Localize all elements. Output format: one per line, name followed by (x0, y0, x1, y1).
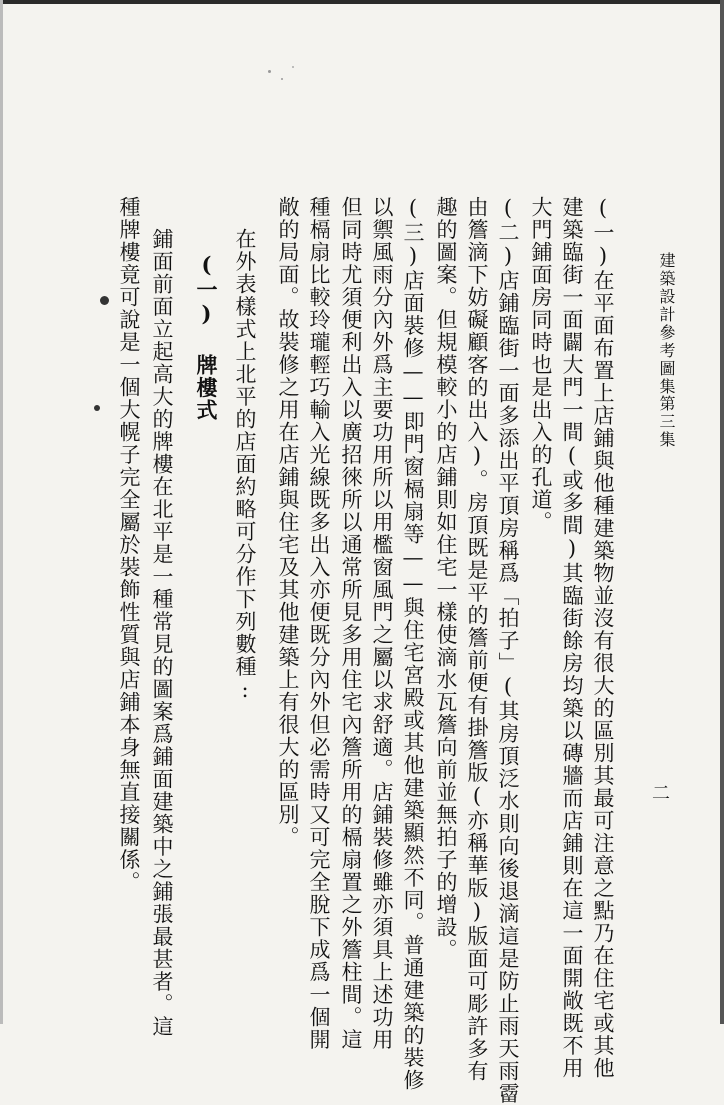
text-column-15: 種牌樓竟可說是一個大幌子完全屬於裝飾性質與店鋪本身無直接關係。 (117, 196, 141, 894)
text-column-11: 敞的局面。故裝修之用在店鋪與住宅及其他建築上有很大的區別。 (276, 196, 300, 849)
text-column-4: (二)店鋪臨街一面多添出平頂房稱爲「拍子」(其房頂泛水則向後退滴這是防止雨天雨霤 (496, 196, 520, 1105)
text-column-3: 大門鋪面房同時也是出入的孔道。 (529, 196, 553, 534)
text-column-12: 在外表樣式上北平的店面約略可分作下列數種: (233, 228, 257, 704)
scan-speck (100, 296, 109, 305)
text-column-10: 種槅扇比較玲瓏輕巧輸入光線既多出入亦便既分內外但必需時又可完全脫下成爲一個開 (307, 196, 331, 1051)
text-column-8: 以禦風雨分內外爲主要功用所以用檻窗風門之屬以求舒適。店鋪裝修雖亦須具上述功用 (370, 196, 394, 1051)
scan-speck (94, 405, 100, 411)
text-column-6: 趣的圖案。但規模較小的店鋪則如住宅一樣使滴水瓦簷向前並無拍子的增設。 (434, 196, 458, 961)
text-column-14: 鋪面前面立起高大的牌樓在北平是一種常見的圖案爲鋪面建築中之鋪張最甚者。這 (150, 228, 174, 1038)
running-header-volume: 第三集 (657, 395, 676, 449)
scan-edge-right (720, 0, 724, 1024)
scan-speck (281, 78, 283, 80)
section-heading-pailou: (一) 牌樓式 (194, 252, 219, 422)
text-column-1: (一)在平面布置上店鋪與他種建築物並沒有很大的區別其最可注意之點乃在住宅或其他 (591, 196, 615, 1080)
text-column-5: 由簷滴下妨礙顧客的出入)。房頂既是平的簷前便有掛簷版(亦稱華版)版面可彫許多有 (465, 196, 489, 1083)
scan-edge-top (0, 0, 724, 4)
scan-speck (292, 66, 294, 68)
running-header-title: 建築設計參考圖集 (657, 252, 676, 396)
text-column-7: (三)店面裝修——即門窗槅扇等——與住宅宮殿或其他建築顯然不同。普通建築的裝修 (401, 196, 425, 1092)
scan-speck (268, 70, 271, 73)
scan-edge-left (0, 0, 3, 1024)
text-column-9: 但同時尤須便利出入以廣招徠所以通常所見多用住宅內簷所用的槅扇置之外簷柱間。這 (339, 196, 363, 1051)
page-number: 二 (649, 783, 670, 803)
text-column-2: 建築臨街一面闢大門一間(或多間)其臨街餘房均築以磚牆而店鋪則在這一面開敞既不用 (560, 196, 584, 1080)
